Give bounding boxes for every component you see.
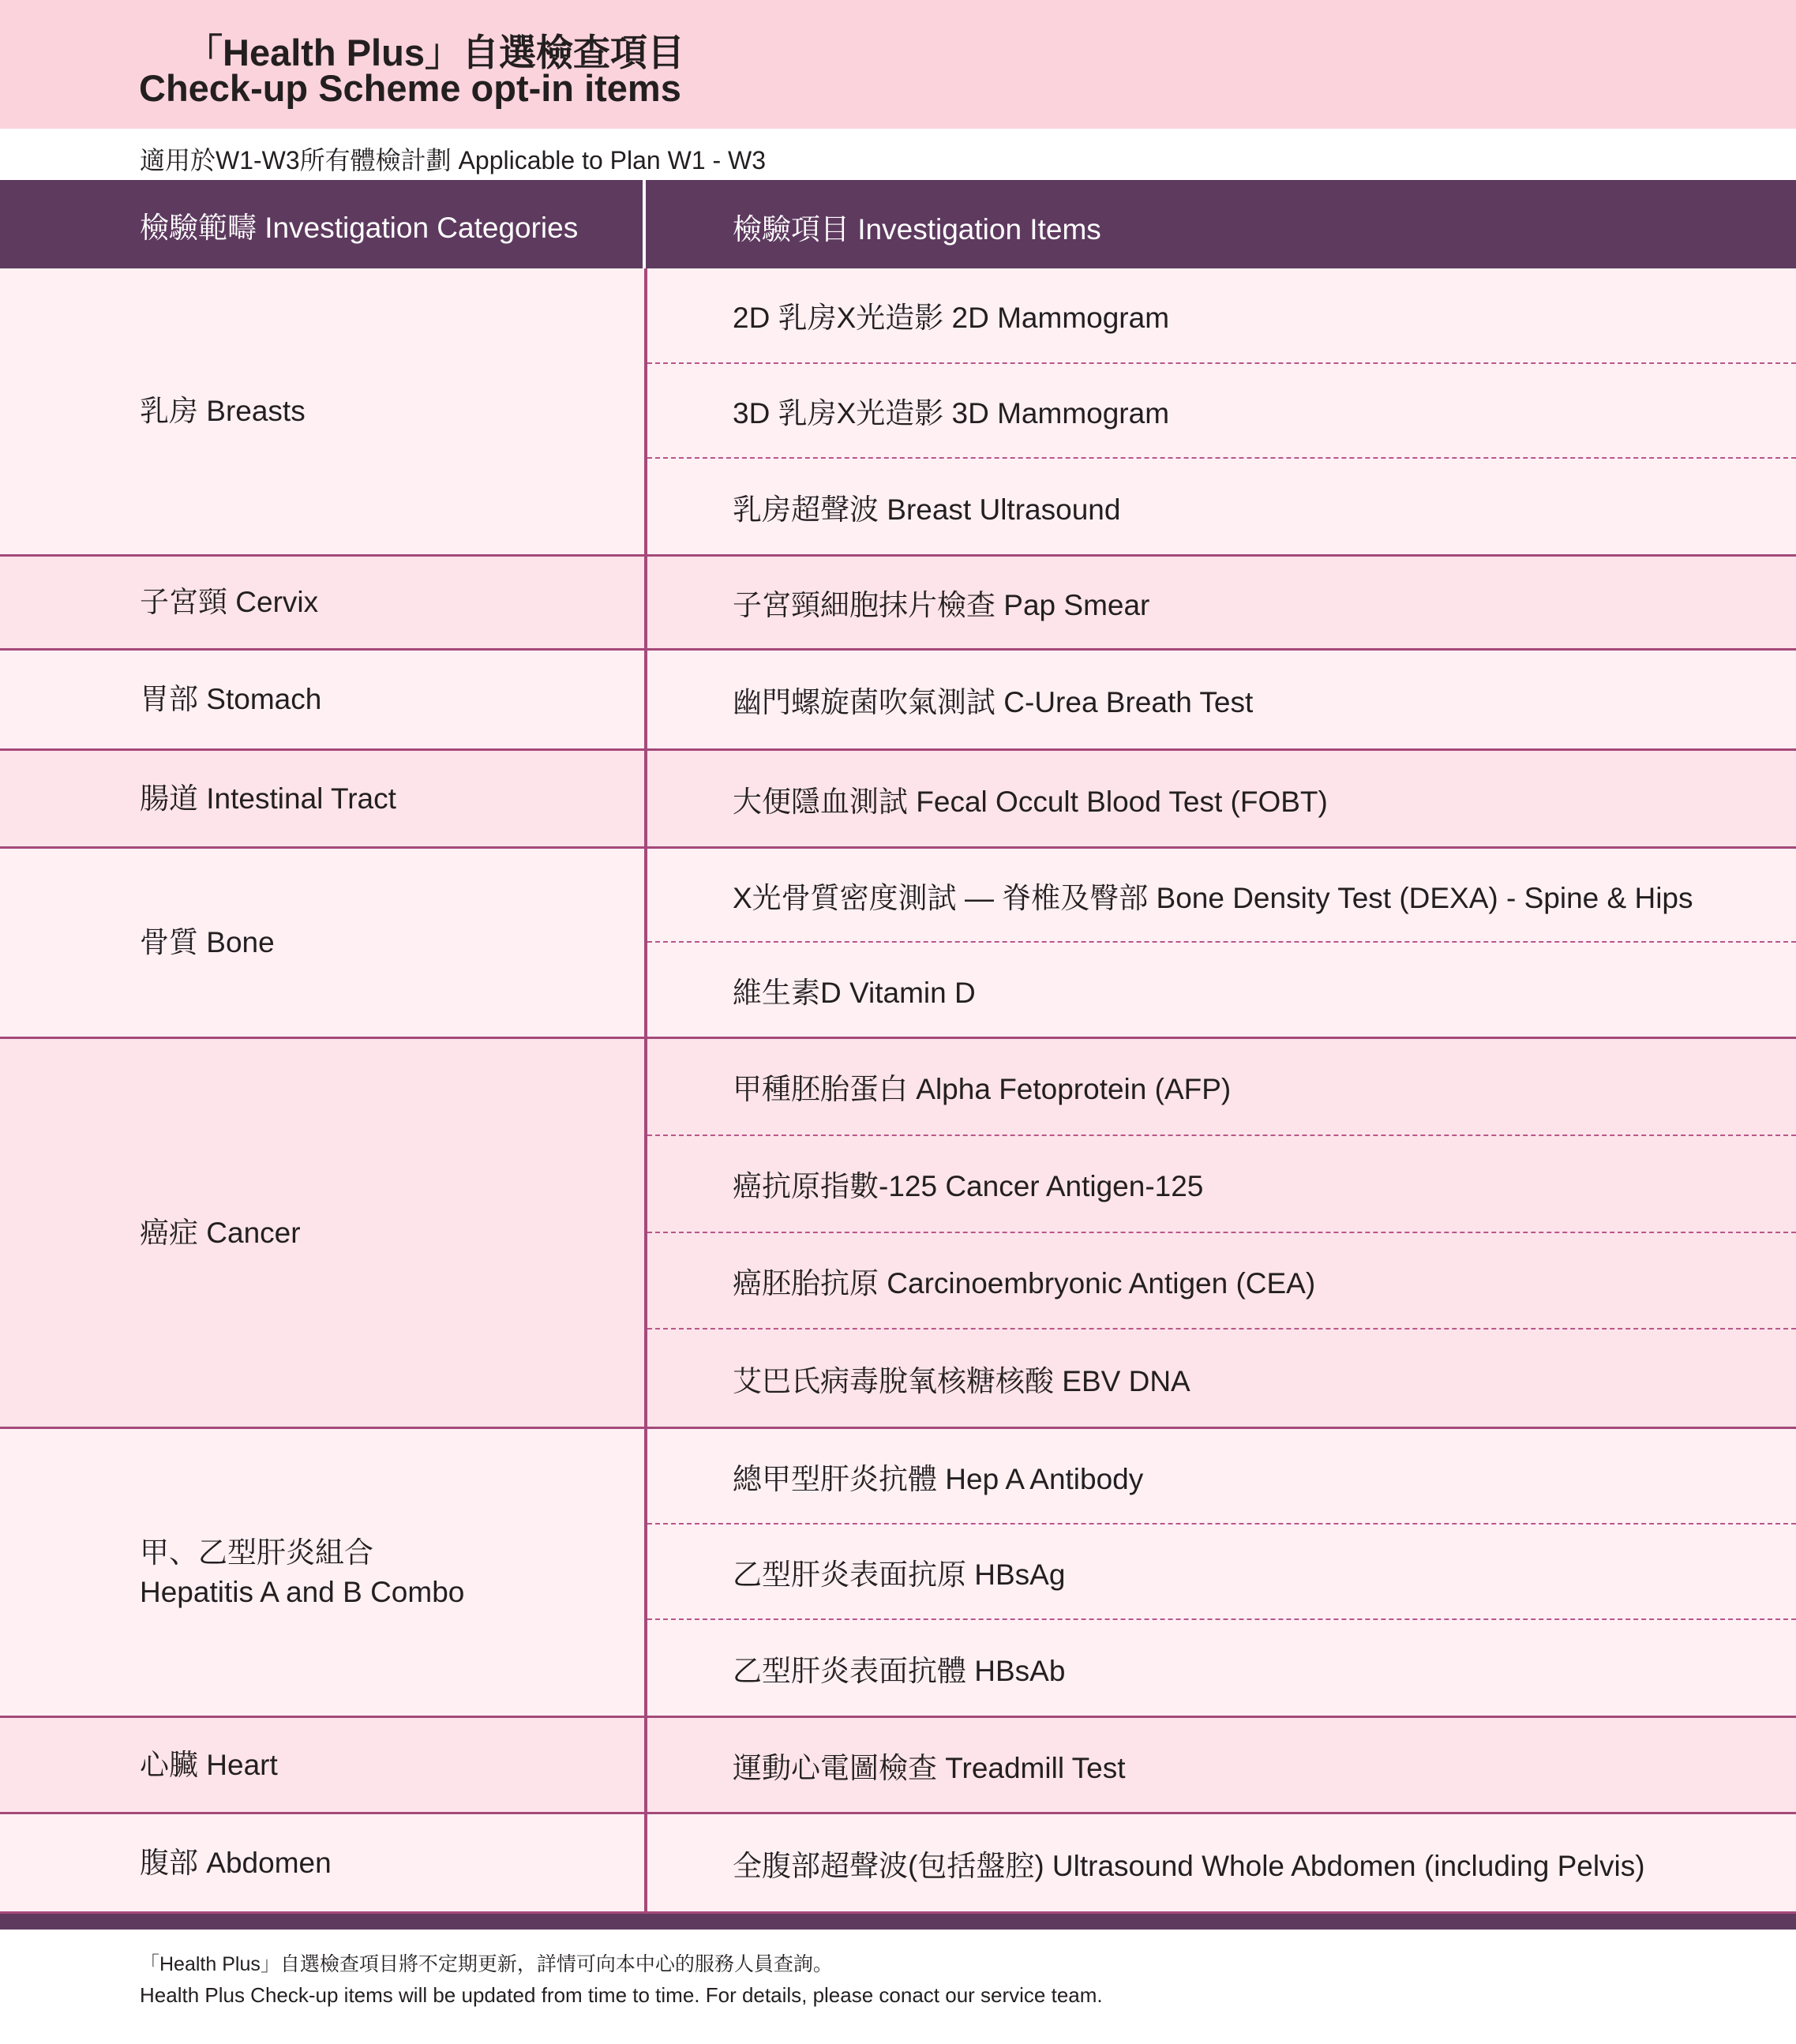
investigation-item: 大便隱血測試 Fecal Occult Blood Test (FOBT) <box>733 785 1328 818</box>
table-row-group <box>0 1039 1796 1429</box>
items-cell <box>644 849 1796 1037</box>
investigation-item: 子宮頸細胞抹片檢查 Pap Smear <box>733 589 1150 621</box>
investigation-item: 癌抗原指數-125 Cancer Antigen-125 <box>647 1136 1796 1233</box>
applicability-note: 適用於W1-W3所有體檢計劃 Applicable to Plan W1 - W3 <box>140 146 767 174</box>
items-cell <box>644 651 1796 748</box>
table-row-group <box>0 1429 1796 1718</box>
items-cell <box>644 751 1796 846</box>
table-row-group <box>0 651 1796 751</box>
investigation-item: 幽門螺旋菌吹氣測試 C-Urea Breath Test <box>733 686 1254 718</box>
investigation-item: 總甲型肝炎抗體 Hep A Antibody <box>647 1429 1796 1525</box>
table-row-group <box>0 1814 1796 1914</box>
table-row-group <box>0 268 1796 557</box>
table-row-group <box>0 751 1796 849</box>
items-cell <box>644 557 1796 648</box>
footer-note-zh: 「Health Plus」自選檢查項目將不定期更新，詳情可向本中心的服務人員查詢。 <box>140 1953 833 1975</box>
table-row-group <box>0 557 1796 651</box>
category-label: 腹部 Abdomen <box>140 1846 332 1879</box>
category-label: 胃部 Stomach <box>140 683 322 715</box>
items-cell <box>644 268 1796 554</box>
investigation-item: 甲種胚胎蛋白 Alpha Fetoprotein (AFP) <box>647 1039 1796 1136</box>
category-label: 骨質 Bone <box>140 926 275 958</box>
investigation-item: 乙型肝炎表面抗體 HBsAb <box>733 1654 1066 1687</box>
column-header-items: 檢驗項目 Investigation Items <box>733 213 1101 246</box>
items-cell <box>644 1039 1796 1427</box>
table-footer-bar <box>0 1914 1796 1930</box>
investigation-item: 全腹部超聲波(包括盤腔) Ultrasound Whole Abdomen (including Pelvis) <box>733 1849 1645 1882</box>
table-header <box>0 180 1796 268</box>
items-cell <box>644 1718 1796 1812</box>
investigation-item: 艾巴氏病毒脫氧核糖核酸 EBV DNA <box>733 1364 1190 1397</box>
investigation-item: 3D 乳房X光造影 3D Mammogram <box>647 364 1796 459</box>
table-row-group <box>0 1718 1796 1814</box>
investigation-item: 2D 乳房X光造影 2D Mammogram <box>647 268 1796 364</box>
investigation-item: 癌胚胎抗原 Carcinoembryonic Antigen (CEA) <box>647 1233 1796 1330</box>
category-label: 癌症 Cancer <box>140 1216 301 1249</box>
category-label: 腸道 Intestinal Tract <box>140 782 396 815</box>
column-divider <box>643 180 646 268</box>
investigation-item: 運動心電圖檢查 Treadmill Test <box>733 1751 1126 1784</box>
category-label: 甲、乙型肝炎組合 Hepatitis A and B Combo <box>140 1536 465 1608</box>
page-title-zh: 「Health Plus」自選檢查項目 <box>186 32 684 73</box>
category-label: 心臟 Heart <box>140 1748 278 1781</box>
table-row-group <box>0 849 1796 1039</box>
investigation-item: 乙型肝炎表面抗原 HBsAg <box>647 1525 1796 1620</box>
category-label: 子宮頸 Cervix <box>140 586 319 618</box>
table-body <box>0 268 1796 1914</box>
investigation-item: X光骨質密度測試 — 脊椎及臀部 Bone Density Test (DEXA) - Spine & Hips <box>647 849 1796 943</box>
category-label: 乳房 Breasts <box>140 395 306 427</box>
items-cell <box>644 1429 1796 1716</box>
column-header-categories: 檢驗範疇 Investigation Categories <box>140 212 579 244</box>
investigation-item: 乳房超聲波 Breast Ultrasound <box>733 493 1121 526</box>
footer-note-en: Health Plus Check-up items will be updated from time to time. For details, please conact our service team. <box>140 1983 1103 2007</box>
title-banner <box>0 0 1796 129</box>
page-title-en: Check-up Scheme opt-in items <box>139 67 681 109</box>
investigation-item: 維生素D Vitamin D <box>733 976 976 1009</box>
items-cell <box>644 1814 1796 1911</box>
